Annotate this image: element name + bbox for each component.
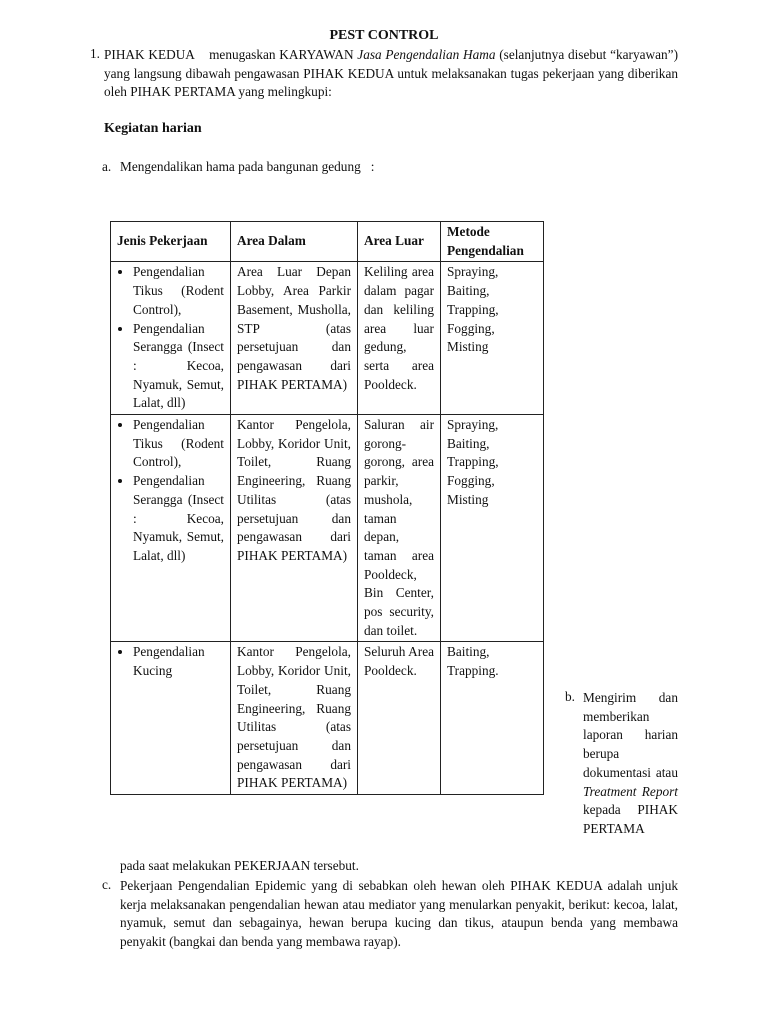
jenis-cell [111, 262, 231, 415]
metode-cell: Spraying, Baiting, Trapping, Fogging, Misting [441, 262, 544, 415]
table-row [111, 642, 544, 795]
jenis-bullet: • Pengendalian Tikus (Rodent Control), [133, 263, 224, 319]
jenis-bullet: • Pengendalian Kucing [133, 643, 224, 680]
item-1-text-after: (selanjutnya disebut “karyawan”) yang langsung dibawah pengawasan PIHAK KEDUA untuk melaksanakan tugas pekerjaan yang diberikan oleh PIHAK PERTAMA yang melingkupi: [104, 47, 678, 100]
metode-cell: Baiting, Trapping. [441, 642, 544, 795]
table-header-cell: Area Luar [358, 222, 441, 262]
area-dalam-cell: Kantor Pengelola, Lobby, Koridor Unit, Toilet, Ruang Engineering, Ruang Utilitas (atas persetujuan dan pengawasan dari PIHAK PERTAMA) [231, 642, 358, 795]
table-row [111, 262, 544, 415]
pest-control-table [110, 221, 544, 795]
after-table-text: pada saat melakukan PEKERJAAN tersebut. [120, 858, 359, 873]
point-a-marker: a. [102, 159, 112, 174]
section-heading: Kegiatan harian [104, 121, 202, 136]
point-b-text [583, 689, 678, 839]
table-header-cell: Jenis Pekerjaan [111, 222, 231, 262]
area-luar-cell: Seluruh Area Pooldeck. [358, 642, 441, 795]
point-c-text: Pekerjaan Pengendalian Epidemic yang di sebabkan oleh hewan oleh PIHAK KEDUA adalah unjuk kerja melaksanakan pengendalian hewan atau mediator yang menularkan penyakit, berikut: kecoa, lalat, nyamuk, semut dan sebagainya, hewan berupa kucing dan tikus, ataupun benda yang membawa penyakit (bangkai dan benda yang membawa rayap). [120, 878, 678, 949]
item-1-text-before: PIHAK KEDUA menugaskan KARYAWAN [104, 47, 358, 62]
table-header-row [111, 222, 544, 262]
jenis-bullet: • Pengendalian Serangga (Insect : Kecoa, Nyamuk, Semut, Lalat, dll) [133, 320, 224, 414]
point-a-text: Mengendalikan hama pada bangunan gedung : [120, 159, 375, 174]
page-title: PEST CONTROL [329, 28, 439, 43]
jenis-bullet: • Pengendalian Serangga (Insect : Kecoa, Nyamuk, Semut, Lalat, dll) [133, 472, 224, 566]
jenis-bullet: • Pengendalian Tikus (Rodent Control), [133, 416, 224, 472]
metode-cell: Spraying, Baiting, Trapping, Fogging, Misting [441, 415, 544, 642]
item-1-text-italic: Jasa Pengendalian Hama [357, 47, 496, 62]
item-1-paragraph [104, 46, 678, 102]
area-luar-cell: Saluran air gorong-gorong, area parkir, mushola, taman depan, taman area Pooldeck, Bin Center, pos security, dan toilet. [358, 415, 441, 642]
area-dalam-cell: Kantor Pengelola, Lobby, Koridor Unit, Toilet, Ruang Engineering, Ruang Utilitas (atas persetujuan dan pengawasan dari PIHAK PERTAMA) [231, 415, 358, 642]
point-b-text-italic: Treatment Report [583, 783, 678, 799]
point-c-marker: c. [102, 877, 112, 892]
area-dalam-cell: Area Luar Depan Lobby, Area Parkir Basement, Musholla, STP (atas persetujuan dan pengawasan dari PIHAK PERTAMA) [231, 262, 358, 415]
point-b-text-before: Mengirim dan memberikan laporan harian berupa dokumentasi atau [583, 690, 678, 780]
jenis-cell [111, 415, 231, 642]
point-b-text-after: kepada PIHAK PERTAMA [583, 802, 678, 836]
area-luar-cell: Keliling area dalam pagar dan keliling area luar gedung, serta area Pooldeck. [358, 262, 441, 415]
jenis-cell [111, 642, 231, 795]
table-header-cell: Metode Pengendalian [441, 222, 544, 262]
table-header-cell: Area Dalam [231, 222, 358, 262]
item-1-number: 1. [90, 46, 100, 61]
table-row [111, 415, 544, 642]
point-b-marker: b. [565, 689, 575, 704]
